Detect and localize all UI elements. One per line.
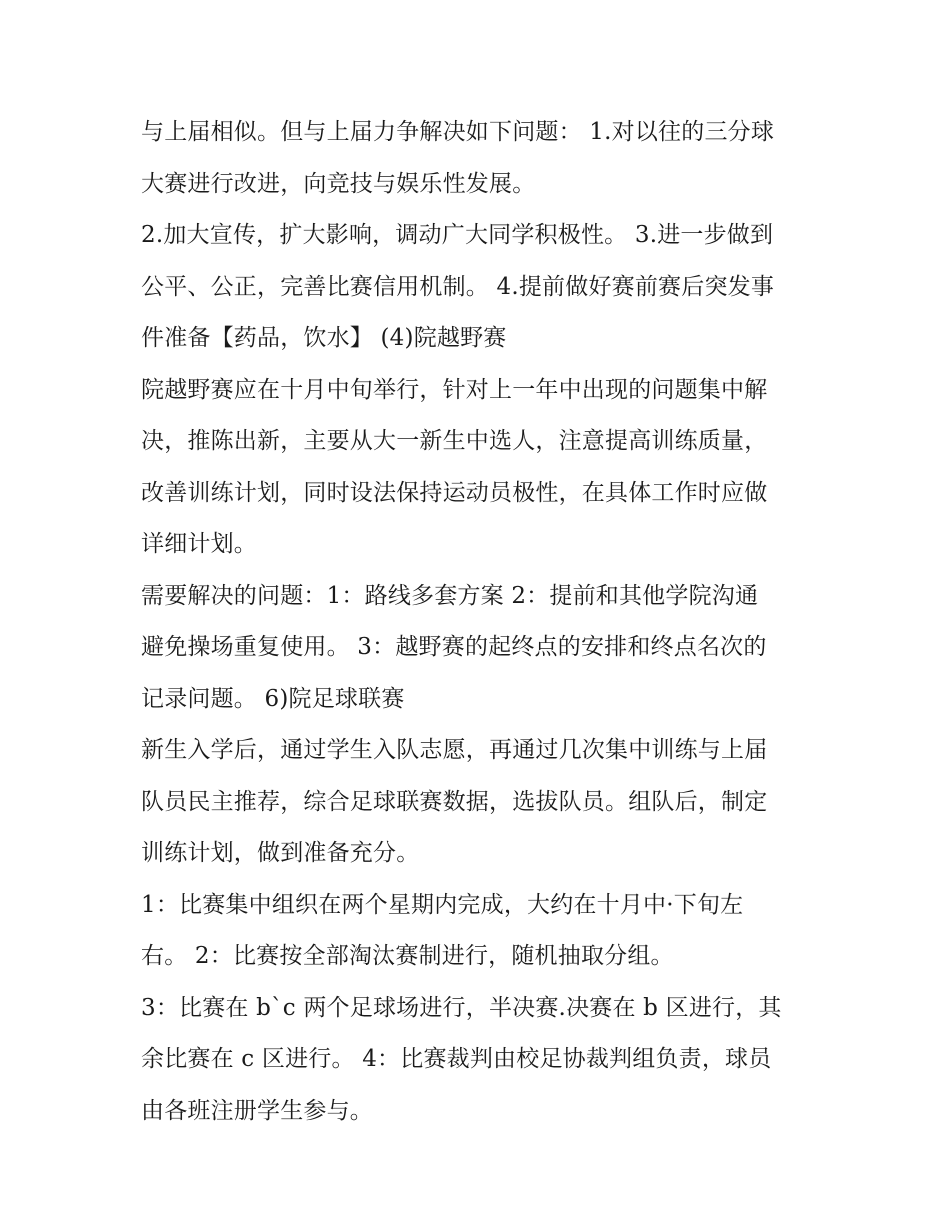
text-line: 队员民主推荐，综合足球联赛数据，选拔队员。组队后，制定: [141, 788, 768, 815]
text-line: 院越野赛应在十月中旬举行，针对上一年中出现的问题集中解: [141, 376, 768, 403]
text-line: 1：比赛集中组织在两个星期内完成，大约在十月中·下旬左: [141, 891, 744, 918]
document-body: [141, 107, 821, 1137]
text-line: 与上届相似。但与上届力争解决如下问题： 1.对以往的三分球: [141, 119, 775, 145]
text-line: 右。 2：比赛按全部淘汰赛制进行，随机抽取分组。: [141, 943, 674, 969]
text-line: 大赛进行改进，向竞技与娱乐性发展。: [141, 170, 536, 197]
text-line: 3：比赛在 b`c 两个足球场进行，半决赛.决赛在 b 区进行，其: [141, 994, 782, 1021]
text-line: 避免操场重复使用。 3：越野赛的起终点的安排和终点名次的: [141, 634, 767, 660]
text-line: 记录问题。 6)院足球联赛: [141, 685, 405, 712]
text-line: 新生入学后，通过学生入队志愿，再通过几次集中训练与上届: [141, 737, 768, 763]
text-line: 2.加大宣传，扩大影响，调动广大同学积极性。 3.进一步做到: [141, 222, 774, 248]
text-line: 改善训练计划，同时设法保持运动员极性，在具体工作时应做: [141, 479, 768, 506]
text-line: 需要解决的问题：1：路线多套方案 2：提前和其他学院沟通: [141, 582, 759, 609]
text-line: 决，推陈出新，主要从大一新生中选人，注意提高训练质量，: [141, 428, 768, 454]
text-line: 训练计划，做到准备充分。: [141, 840, 420, 866]
text-line: 由各班注册学生参与。: [141, 1097, 373, 1124]
text-line: 余比赛在 c 区进行。 4：比赛裁判由校足协裁判组负责，球员: [141, 1046, 772, 1072]
text-line: 详细计划。: [141, 531, 257, 557]
text-line: 件准备【药品，饮水】 (4)院越野赛: [141, 325, 507, 351]
text-line: 公平、公正，完善比赛信用机制。 4.提前做好赛前赛后突发事: [141, 273, 775, 300]
